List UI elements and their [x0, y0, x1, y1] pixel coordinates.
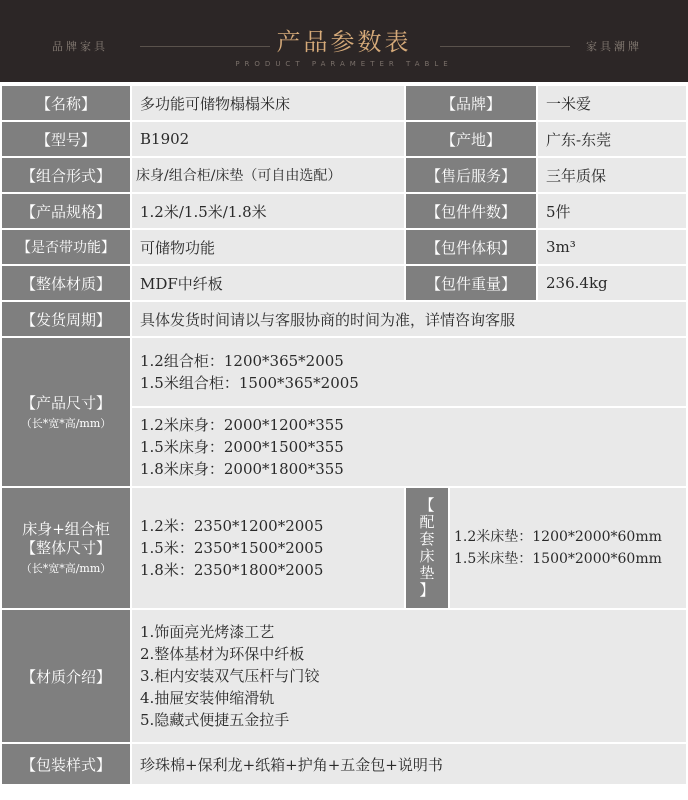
overall-label-sub: （长*宽*高/mm） — [20, 562, 112, 575]
size-label-sub: （长*宽*高/mm） — [20, 416, 112, 430]
brand-label: 【品牌】 — [406, 86, 536, 120]
brand-value: 一米爱 — [538, 86, 686, 120]
size-bed-line: 1.8米床身：2000*1800*355 — [140, 460, 344, 478]
combo-value: 床身/组合柜/床垫（可自由选配） — [132, 158, 404, 192]
materials-values — [132, 610, 686, 742]
name-label: 【名称】 — [2, 86, 130, 120]
size-bed-line: 1.5米床身：2000*1500*355 — [140, 438, 344, 456]
header-right-text: 家具潮牌 — [586, 40, 642, 53]
material-item: 4.抽屉安装伸缩滑轨 — [140, 689, 275, 707]
volume-value: 3m³ — [538, 230, 686, 264]
packing-label: 【包装样式】 — [2, 744, 130, 784]
mattress-label-char: 套 — [419, 530, 435, 548]
overall-line: 1.8米：2350*1800*2005 — [140, 561, 324, 579]
delivery-label: 【发货周期】 — [2, 302, 130, 336]
header-left-text: 品牌家具 — [52, 40, 108, 53]
mattress-label-char: 】 — [419, 581, 435, 599]
size-label — [2, 338, 130, 486]
packing-value: 珍珠棉+保利龙+纸箱+护角+五金包+说明书 — [132, 744, 686, 784]
weight-label: 【包件重量】 — [406, 266, 536, 300]
size-cabinet-line: 1.2组合柜：1200*365*2005 — [140, 352, 344, 370]
spec-value: 1.2米/1.5米/1.8米 — [132, 194, 404, 228]
material-item: 3.柜内安装双气压杆与门铰 — [140, 667, 320, 685]
materials-label: 【材质介绍】 — [2, 610, 130, 742]
model-label: 【型号】 — [2, 122, 130, 156]
material-item: 5.隐藏式便捷五金拉手 — [140, 711, 290, 729]
mattress-line: 1.2米床垫：1200*2000*60mm — [454, 529, 662, 545]
overall-line: 1.2米：2350*1200*2005 — [140, 517, 324, 535]
header-banner — [0, 0, 688, 82]
size-bed-values — [132, 408, 686, 486]
overall-label — [2, 488, 130, 608]
function-label: 【是否带功能】 — [2, 230, 130, 264]
material-value: MDF中纤板 — [132, 266, 404, 300]
service-label: 【售后服务】 — [406, 158, 536, 192]
name-value: 多功能可储物榻榻米床 — [132, 86, 404, 120]
origin-value: 广东-东莞 — [538, 122, 686, 156]
pieces-value: 5件 — [538, 194, 686, 228]
spec-label: 【产品规格】 — [2, 194, 130, 228]
model-value: B1902 — [132, 122, 404, 156]
mattress-label-char: 配 — [419, 513, 435, 531]
weight-value: 236.4kg — [538, 266, 686, 300]
function-value: 可储物功能 — [132, 230, 404, 264]
delivery-value: 具体发货时间请以与客服协商的时间为准，详情咨询客服 — [132, 302, 686, 336]
mattress-label — [406, 488, 448, 608]
overall-values — [132, 488, 404, 608]
page-title: 产品参数表 — [276, 28, 412, 56]
mattress-line: 1.5米床垫：1500*2000*60mm — [454, 551, 662, 567]
mattress-label-char: 垫 — [419, 564, 435, 582]
overall-line: 1.5米：2350*1500*2005 — [140, 539, 324, 557]
size-bed-line: 1.2米床身：2000*1200*355 — [140, 416, 344, 434]
size-label-text: 【产品尺寸】 — [20, 393, 111, 412]
mattress-label-char: 床 — [419, 547, 435, 565]
mattress-values — [450, 488, 686, 608]
page-subtitle: PRODUCT PARAMETER TABLE — [235, 60, 453, 68]
size-cabinet-values — [132, 338, 686, 406]
overall-label-line1: 床身+组合柜 — [22, 520, 110, 538]
size-cabinet-line: 1.5米组合柜：1500*365*2005 — [140, 374, 359, 392]
pieces-label: 【包件件数】 — [406, 194, 536, 228]
material-item: 2.整体基材为环保中纤板 — [140, 645, 305, 663]
material-label: 【整体材质】 — [2, 266, 130, 300]
origin-label: 【产地】 — [406, 122, 536, 156]
overall-label-line2: 【整体尺寸】 — [20, 539, 111, 557]
combo-label: 【组合形式】 — [2, 158, 130, 192]
mattress-label-char: 【 — [419, 496, 435, 514]
service-value: 三年质保 — [538, 158, 686, 192]
material-item: 1.饰面亮光烤漆工艺 — [140, 623, 275, 641]
volume-label: 【包件体积】 — [406, 230, 536, 264]
